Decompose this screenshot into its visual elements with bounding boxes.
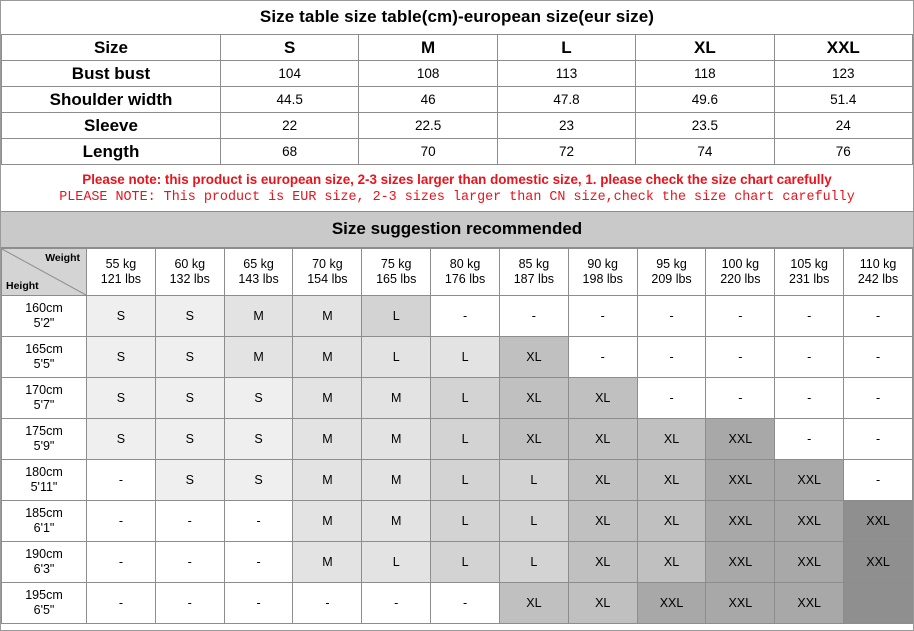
size-recommendation-cell: XL: [568, 501, 637, 542]
size-recommendation-cell: -: [706, 378, 775, 419]
height-ft: 5'2": [33, 316, 55, 330]
size-recommendation-cell: M: [293, 419, 362, 460]
weight-kg: 105 kg: [790, 257, 828, 271]
weight-lbs: 154 lbs: [307, 272, 348, 286]
weight-lbs: 121 lbs: [100, 272, 142, 286]
size-recommendation-cell: -: [775, 419, 844, 460]
size-recommendation-cell: L: [362, 337, 431, 378]
size-recommendation-cell: XXL: [706, 542, 775, 583]
size-recommendation-cell: [844, 583, 913, 624]
size-recommendation-cell: -: [293, 583, 362, 624]
size-recommendation-cell: XXL: [775, 501, 844, 542]
size-table-title: Size table size table(cm)-european size(eur size): [259, 7, 655, 26]
weight-axis-label: Weight: [45, 252, 80, 264]
size-table-cell: 22.5: [359, 113, 497, 139]
size-recommendation-cell: XXL: [775, 542, 844, 583]
size-recommendation-cell: S: [87, 419, 156, 460]
weight-lbs: 187 lbs: [513, 272, 555, 286]
size-recommendation-cell: S: [155, 419, 224, 460]
weight-lbs: 220 lbs: [720, 272, 761, 286]
size-recommendation-cell: XL: [637, 419, 706, 460]
weight-kg: 100 kg: [721, 257, 760, 271]
note-line-2: PLEASE NOTE: This product is EUR size, 2-3 sizes larger than CN size,check the size chart carefully: [59, 190, 855, 205]
size-recommendation-cell: XL: [568, 419, 637, 460]
height-row-header: [2, 583, 87, 624]
size-recommendation-cell: XXL: [637, 583, 706, 624]
size-recommendation-cell: -: [706, 337, 775, 378]
size-recommendation-cell: XL: [637, 460, 706, 501]
height-cm: 190cm: [25, 547, 63, 561]
weight-lbs: 231 lbs: [789, 272, 830, 286]
weight-column-header: [87, 249, 156, 296]
size-recommendation-cell: -: [844, 419, 913, 460]
size-recommendation-cell: XL: [499, 337, 568, 378]
size-recommendation-cell: -: [637, 378, 706, 419]
size-recommendation-cell: S: [224, 419, 293, 460]
size-recommendation-cell: XL: [568, 378, 637, 419]
height-cm: 175cm: [25, 424, 63, 438]
size-recommendation-cell: -: [362, 583, 431, 624]
size-recommendation-cell: -: [499, 296, 568, 337]
size-table-cell: 108: [359, 61, 497, 87]
size-recommendation-cell: M: [293, 378, 362, 419]
size-table: [1, 34, 913, 165]
height-cm: 185cm: [25, 506, 63, 520]
size-table-cell: 51.4: [774, 87, 912, 113]
weight-lbs: 165 lbs: [376, 272, 417, 286]
size-recommendation-cell: -: [87, 460, 156, 501]
notes-block: [1, 165, 913, 211]
size-recommendation-cell: -: [844, 296, 913, 337]
height-ft: 5'7": [33, 398, 55, 412]
size-recommendation-cell: -: [844, 460, 913, 501]
size-table-row-label: Sleeve: [2, 113, 221, 139]
weight-kg: 90 kg: [587, 257, 618, 271]
size-recommendation-cell: -: [87, 501, 156, 542]
height-axis-label: Height: [6, 280, 39, 292]
size-table-row: [2, 87, 913, 113]
height-ft: 5'11": [30, 480, 58, 494]
size-recommendation-cell: M: [362, 460, 431, 501]
size-recommendation-cell: L: [362, 296, 431, 337]
weight-column-header: [155, 249, 224, 296]
suggestion-row: [2, 460, 913, 501]
weight-lbs: 132 lbs: [169, 272, 210, 286]
size-table-cell: 68: [221, 139, 359, 165]
weight-kg: 110 kg: [859, 257, 897, 271]
size-recommendation-cell: -: [224, 501, 293, 542]
size-recommendation-cell: -: [224, 542, 293, 583]
size-table-cell: 23: [497, 113, 635, 139]
size-recommendation-cell: XL: [568, 460, 637, 501]
size-table-row-label: Size: [2, 35, 221, 61]
size-table-row-label: Length: [2, 139, 221, 165]
size-table-cell: 113: [497, 61, 635, 87]
size-recommendation-cell: XL: [637, 501, 706, 542]
height-ft: 6'5": [33, 603, 55, 617]
height-row-header: [2, 460, 87, 501]
size-table-col-header: XXL: [774, 35, 912, 61]
size-recommendation-cell: L: [431, 542, 500, 583]
size-table-cell: 118: [636, 61, 774, 87]
height-cm: 195cm: [25, 588, 63, 602]
size-recommendation-cell: M: [293, 337, 362, 378]
weight-kg: 60 kg: [174, 257, 206, 271]
size-recommendation-cell: -: [775, 337, 844, 378]
weight-column-header: [568, 249, 637, 296]
suggestion-row: [2, 542, 913, 583]
size-recommendation-cell: XXL: [775, 460, 844, 501]
size-recommendation-cell: XXL: [706, 419, 775, 460]
size-recommendation-cell: XL: [499, 419, 568, 460]
size-table-cell: 23.5: [636, 113, 774, 139]
size-recommendation-cell: M: [293, 501, 362, 542]
size-recommendation-cell: -: [87, 583, 156, 624]
height-row-header: [2, 378, 87, 419]
height-ft: 6'1": [33, 521, 55, 535]
size-recommendation-cell: XXL: [706, 583, 775, 624]
size-table-cell: 76: [774, 139, 912, 165]
suggestion-table: [1, 248, 913, 624]
size-table-cell: 72: [497, 139, 635, 165]
size-recommendation-cell: S: [155, 337, 224, 378]
size-recommendation-cell: M: [362, 501, 431, 542]
size-recommendation-cell: L: [431, 419, 500, 460]
height-row-header: [2, 501, 87, 542]
size-table-col-header: XL: [636, 35, 774, 61]
weight-column-header: [224, 249, 293, 296]
size-recommendation-cell: XL: [568, 542, 637, 583]
size-recommendation-cell: -: [155, 583, 224, 624]
size-recommendation-cell: XXL: [706, 460, 775, 501]
size-recommendation-cell: M: [362, 419, 431, 460]
size-recommendation-cell: -: [224, 583, 293, 624]
height-cm: 165cm: [25, 342, 63, 356]
height-row-header: [2, 542, 87, 583]
weight-column-header: [637, 249, 706, 296]
size-recommendation-cell: -: [775, 378, 844, 419]
size-recommendation-cell: -: [568, 337, 637, 378]
size-table-row: [2, 113, 913, 139]
size-recommendation-cell: M: [293, 296, 362, 337]
weight-kg: 70 kg: [312, 257, 343, 271]
weight-lbs: 198 lbs: [582, 272, 623, 286]
suggestion-row: [2, 583, 913, 624]
size-table-cell: 22: [221, 113, 359, 139]
weight-kg: 85 kg: [518, 257, 550, 271]
size-recommendation-cell: M: [224, 337, 293, 378]
size-recommendation-cell: XL: [499, 378, 568, 419]
height-row-header: [2, 296, 87, 337]
size-table-cell: 74: [636, 139, 774, 165]
size-recommendation-cell: S: [155, 378, 224, 419]
size-recommendation-cell: S: [155, 460, 224, 501]
size-table-cell: 44.5: [221, 87, 359, 113]
size-recommendation-cell: L: [431, 501, 500, 542]
suggestion-header-row: [2, 249, 913, 296]
size-recommendation-cell: XL: [637, 542, 706, 583]
size-table-cell: 104: [221, 61, 359, 87]
height-ft: 5'5": [33, 357, 55, 371]
weight-column-header: [844, 249, 913, 296]
size-recommendation-cell: XXL: [706, 501, 775, 542]
size-recommendation-cell: L: [431, 337, 500, 378]
size-recommendation-cell: L: [499, 501, 568, 542]
size-recommendation-cell: -: [87, 542, 156, 583]
size-table-cell: 123: [774, 61, 912, 87]
suggestion-row: [2, 378, 913, 419]
weight-kg: 95 kg: [656, 257, 687, 271]
size-table-row-label: Bust bust: [2, 61, 221, 87]
size-table-row: [2, 35, 913, 61]
weight-kg: 55 kg: [105, 257, 137, 271]
size-recommendation-cell: XL: [568, 583, 637, 624]
size-table-row: [2, 139, 913, 165]
size-recommendation-cell: -: [568, 296, 637, 337]
suggestion-row: [2, 337, 913, 378]
height-cm: 170cm: [25, 383, 63, 397]
size-table-col-header: L: [497, 35, 635, 61]
size-recommendation-cell: S: [87, 337, 156, 378]
size-recommendation-cell: L: [431, 460, 500, 501]
weight-column-header: [499, 249, 568, 296]
size-recommendation-cell: -: [431, 296, 500, 337]
suggestion-row: [2, 501, 913, 542]
weight-kg: 65 kg: [243, 257, 274, 271]
size-recommendation-cell: S: [224, 460, 293, 501]
size-recommendation-cell: S: [87, 296, 156, 337]
size-recommendation-cell: L: [499, 542, 568, 583]
size-recommendation-cell: M: [224, 296, 293, 337]
size-recommendation-cell: L: [362, 542, 431, 583]
weight-column-header: [706, 249, 775, 296]
height-ft: 6'3": [33, 562, 55, 576]
size-recommendation-cell: -: [431, 583, 500, 624]
height-cm: 160cm: [25, 301, 63, 315]
size-recommendation-cell: -: [775, 296, 844, 337]
height-cm: 180cm: [25, 465, 63, 479]
height-ft: 5'9": [33, 439, 55, 453]
size-table-cell: 70: [359, 139, 497, 165]
size-table-col-header: S: [221, 35, 359, 61]
weight-lbs: 143 lbs: [238, 272, 279, 286]
suggestion-title: Size suggestion recommended: [1, 211, 913, 248]
size-recommendation-cell: XL: [499, 583, 568, 624]
size-recommendation-cell: M: [362, 378, 431, 419]
size-recommendation-cell: M: [293, 542, 362, 583]
size-recommendation-cell: -: [637, 296, 706, 337]
size-recommendation-cell: -: [155, 501, 224, 542]
size-recommendation-cell: S: [87, 378, 156, 419]
size-recommendation-cell: L: [431, 378, 500, 419]
weight-lbs: 176 lbs: [444, 272, 486, 286]
note-line-1: Please note: this product is european size, 2-3 sizes larger than domestic size, 1. please check the size chart carefully: [82, 172, 832, 187]
size-table-cell: 24: [774, 113, 912, 139]
size-recommendation-cell: XXL: [844, 501, 913, 542]
size-recommendation-cell: -: [637, 337, 706, 378]
weight-column-header: [775, 249, 844, 296]
size-recommendation-cell: -: [155, 542, 224, 583]
axis-corner-cell: [2, 249, 87, 296]
size-table-row-label: Shoulder width: [2, 87, 221, 113]
size-recommendation-cell: M: [293, 460, 362, 501]
size-recommendation-cell: L: [499, 460, 568, 501]
suggestion-row: [2, 296, 913, 337]
size-recommendation-cell: XXL: [844, 542, 913, 583]
size-recommendation-cell: -: [844, 378, 913, 419]
suggestion-row: [2, 419, 913, 460]
weight-column-header: [362, 249, 431, 296]
size-table-cell: 47.8: [497, 87, 635, 113]
size-recommendation-cell: S: [224, 378, 293, 419]
weight-lbs: 209 lbs: [651, 272, 692, 286]
suggestion-table-body: [2, 249, 913, 624]
weight-lbs: 242 lbs: [857, 272, 899, 286]
height-row-header: [2, 419, 87, 460]
size-table-col-header: M: [359, 35, 497, 61]
weight-kg: 75 kg: [380, 257, 412, 271]
size-table-cell: 49.6: [636, 87, 774, 113]
size-table-row: [2, 61, 913, 87]
size-table-body: [2, 35, 913, 165]
height-row-header: [2, 337, 87, 378]
weight-column-header: [431, 249, 500, 296]
weight-kg: 80 kg: [449, 257, 481, 271]
size-table-cell: 46: [359, 87, 497, 113]
size-recommendation-cell: S: [155, 296, 224, 337]
size-recommendation-cell: -: [706, 296, 775, 337]
size-recommendation-cell: XXL: [775, 583, 844, 624]
size-recommendation-cell: -: [844, 337, 913, 378]
weight-column-header: [293, 249, 362, 296]
